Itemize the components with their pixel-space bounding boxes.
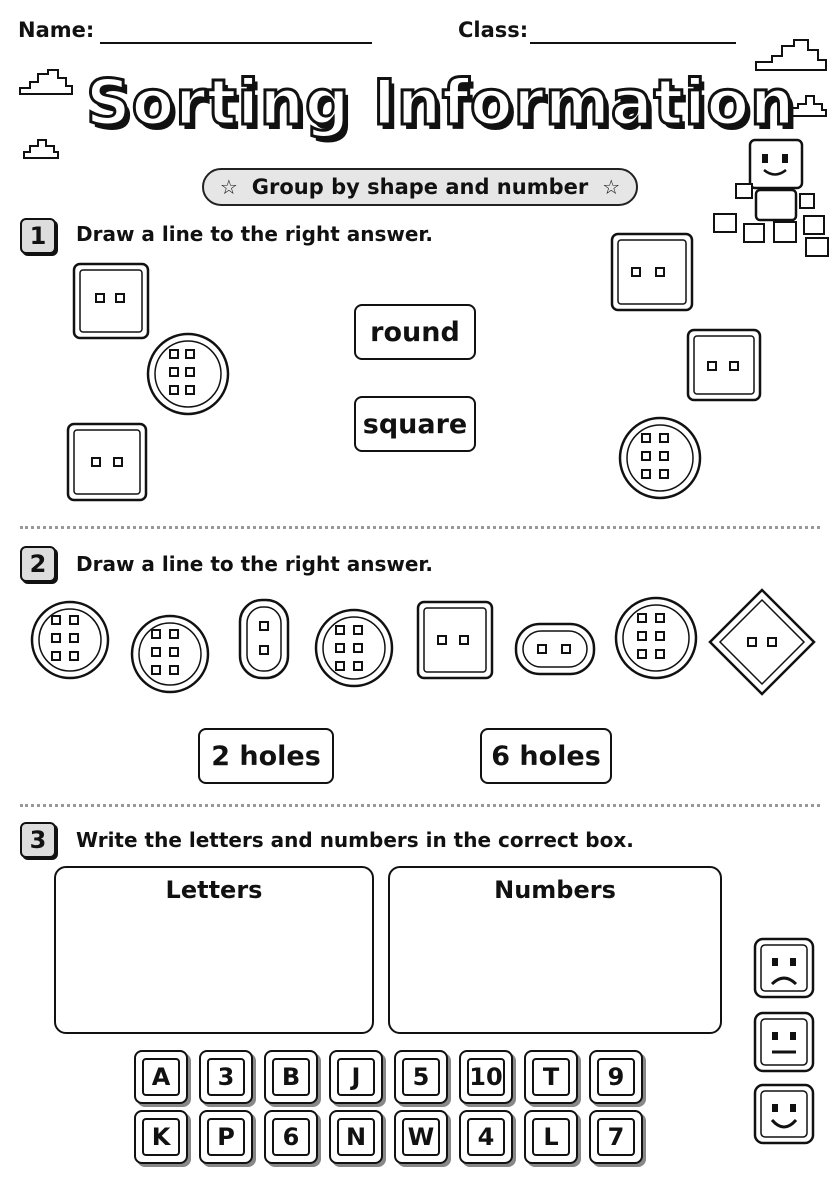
tile-label: J [337,1058,375,1096]
subtitle-text: Group by shape and number [251,175,589,199]
six-hole-button-shape[interactable] [32,602,108,678]
letters-box[interactable] [54,866,374,1034]
tile-label: N [337,1118,375,1156]
answer-round[interactable]: round [354,304,476,360]
tile-label: 4 [467,1118,505,1156]
tile[interactable] [459,1050,513,1104]
tile[interactable] [264,1050,318,1104]
section-1-instruction: Draw a line to the right answer. [76,222,434,246]
tile-label: 10 [467,1058,505,1096]
tile[interactable] [199,1110,253,1164]
tile[interactable] [524,1110,578,1164]
tile[interactable] [329,1110,383,1164]
tile[interactable] [264,1110,318,1164]
six-hole-button-shape[interactable] [316,610,392,686]
answer-6-holes[interactable]: 6 holes [480,728,612,784]
tile-label: 5 [402,1058,440,1096]
neutral-face-icon[interactable] [752,1010,818,1076]
tile-label: P [207,1118,245,1156]
two-hole-button-shape[interactable] [516,624,594,674]
tile[interactable] [394,1110,448,1164]
numbers-box-heading: Numbers [494,876,616,904]
section-1-number: 1 [20,218,56,254]
numbers-box[interactable] [388,866,722,1034]
tile-label: A [142,1058,180,1096]
tile-label: 3 [207,1058,245,1096]
tile[interactable] [199,1050,253,1104]
tile[interactable] [329,1050,383,1104]
section-3-instruction: Write the letters and numbers in the correct box. [76,828,634,852]
sad-face-icon[interactable] [752,936,818,1002]
tile-row-1 [134,1050,643,1104]
tile-row-2 [134,1110,643,1164]
answer-square[interactable]: square [354,396,476,452]
tile-label: 6 [272,1118,310,1156]
section-2-number: 2 [20,546,56,582]
section-2-instruction: Draw a line to the right answer. [76,552,434,576]
class-label: Class: [458,18,529,42]
tile-label: W [402,1118,440,1156]
happy-face-icon[interactable] [752,1082,818,1148]
six-hole-button-shape[interactable] [616,598,696,678]
star-icon: ☆ [602,175,621,199]
tile[interactable] [589,1050,643,1104]
tile[interactable] [134,1050,188,1104]
star-icon: ☆ [219,175,238,199]
two-hole-button-shape[interactable] [418,602,492,678]
two-hole-button-shape[interactable] [710,590,814,694]
tile-label: K [142,1118,180,1156]
two-hole-button-shape[interactable] [240,600,288,678]
tile-label: B [272,1058,310,1096]
six-hole-button-shape[interactable] [132,616,208,692]
tile[interactable] [394,1050,448,1104]
tile-label: L [532,1118,570,1156]
tile[interactable] [524,1050,578,1104]
letters-box-heading: Letters [165,876,263,904]
tile[interactable] [589,1110,643,1164]
page-title: Sorting Information [86,66,796,139]
answer-2-holes[interactable]: 2 holes [198,728,334,784]
tile-label: 9 [597,1058,635,1096]
tile-label: T [532,1058,570,1096]
tile[interactable] [134,1110,188,1164]
section-3-number: 3 [20,822,56,858]
name-label: Name: [18,18,95,42]
tile-label: 7 [597,1118,635,1156]
section-divider [20,804,820,807]
tile[interactable] [459,1110,513,1164]
